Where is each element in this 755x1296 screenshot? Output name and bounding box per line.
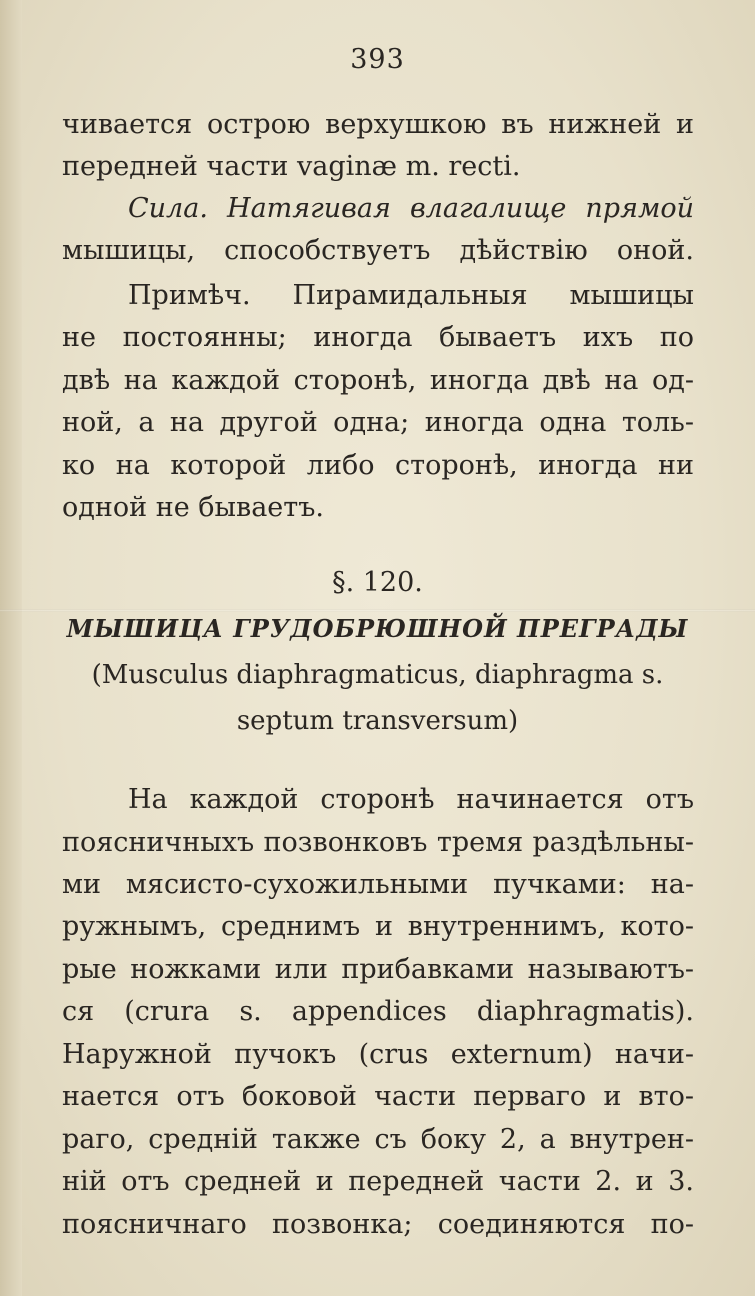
text-line (62, 150, 694, 184)
latin-name: (Musculus diaphragmaticus, diaphragma s. (91, 660, 664, 690)
text-line (62, 491, 694, 525)
text-line (62, 1123, 694, 1157)
line-text: рые ножками или прибавками называютъ- (62, 954, 694, 985)
line-text: двѣ на каждой сторонѣ, иногда двѣ на од- (62, 365, 694, 396)
line-text: ружнымъ, среднимъ и внутреннимъ, кото- (62, 911, 694, 942)
text-line (62, 1165, 694, 1199)
text-line (62, 995, 694, 1029)
line-text: ко на которой либо сторонѣ, иногда ни (62, 450, 694, 481)
line-text: нается отъ боковой части перваго и вто- (62, 1081, 694, 1112)
line-text: На каждой сторонѣ начинается отъ (128, 784, 694, 815)
text-line (62, 868, 694, 902)
text-line (62, 1080, 694, 1114)
line-text: ной, а на другой одна; иногда одна толь- (62, 407, 694, 438)
line-text: Наружной пучокъ (crus externum) начи- (62, 1039, 694, 1070)
text-line (62, 321, 694, 355)
line-text: нiй отъ средней и передней части 2. и 3. (62, 1166, 694, 1197)
line-text: Сила. Натягивая влагалище прямой (128, 193, 694, 224)
line-text: мышицы, способствуетъ дѣйствiю оной. (62, 235, 694, 266)
line-text: одной не бываетъ. (62, 492, 324, 523)
line-text: чивается острою верхушкою въ нижней и (62, 109, 694, 140)
text-line (62, 1208, 694, 1242)
text-line (62, 826, 694, 860)
line-text: поясничнаго позвонка; соединяются по- (62, 1209, 694, 1240)
line-text: ся (crura s. appendices diaphragmatis). (62, 996, 694, 1027)
text-line (128, 783, 694, 817)
section-number: §. 120. (332, 567, 423, 598)
line-text: раго, среднiй также съ боку 2, а внутрен- (62, 1124, 694, 1155)
text-line (62, 910, 694, 944)
line-text: ми мясисто-сухожильными пучками: на- (62, 869, 694, 900)
text-line (62, 234, 694, 268)
page-number: 393 (350, 44, 405, 75)
text-line (62, 406, 694, 440)
latin-name-cont: septum transversum) (236, 706, 519, 736)
line-text: поясничныхъ позвонковъ тремя раздѣльны- (62, 827, 694, 858)
line-text: Примѣч. Пирамидальныя мышицы (128, 280, 694, 311)
text-line (62, 364, 694, 398)
text-line (62, 449, 694, 483)
text-line (62, 108, 694, 142)
line-text: передней части vaginæ m. recti. (62, 151, 521, 182)
line-text: не постоянны; иногда бываетъ ихъ по (62, 322, 694, 353)
text-line (128, 192, 694, 226)
text-line (128, 279, 694, 313)
text-line (62, 1038, 694, 1072)
section-title: МЫШИЦА ГРУДОБРЮШНОЙ ПРЕГРАДЫ (66, 614, 689, 643)
page-edge (0, 0, 22, 1296)
text-line (62, 953, 694, 987)
